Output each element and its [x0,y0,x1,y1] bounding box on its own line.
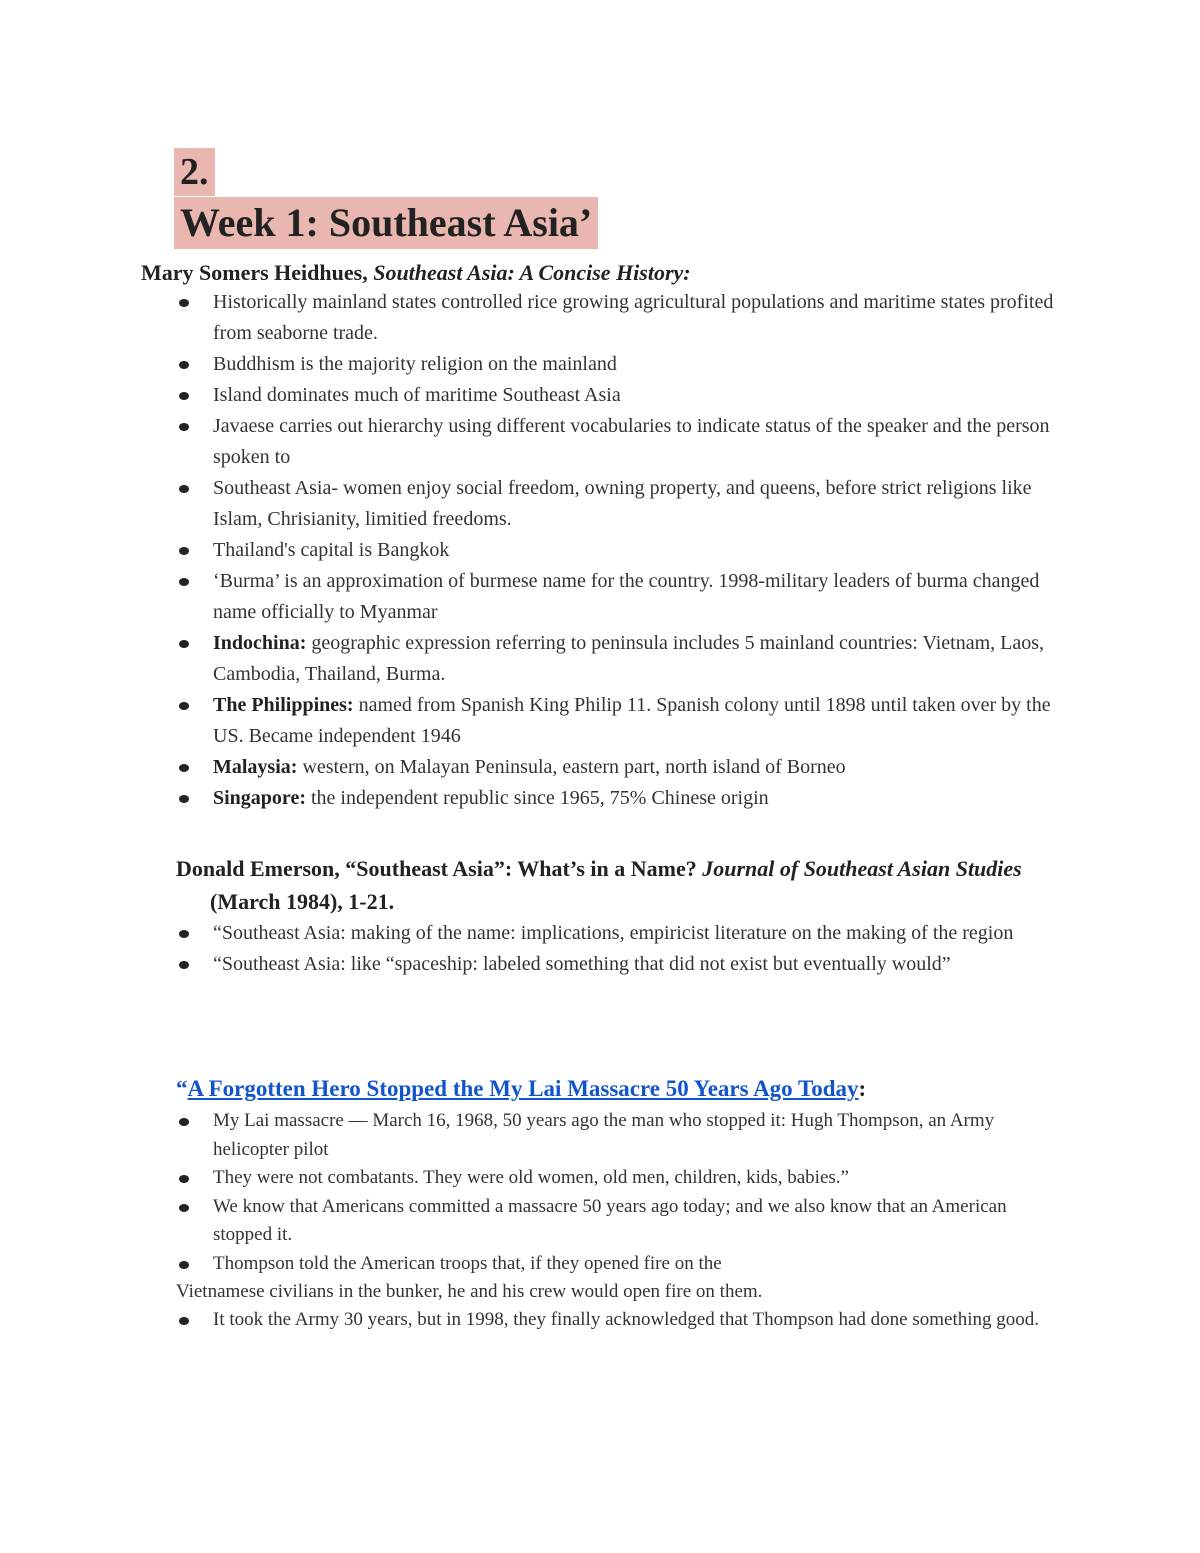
list-item: They were not combatants. They were old women, old men, children, kids, babies.” [176,1164,1056,1193]
term-label: Malaysia: [213,756,298,778]
continuation-text: Vietnamese civilians in the bunker, he and his crew would open fire on them. [176,1281,763,1302]
list-item: “Southeast Asia: making of the name: implications, empiricist literature on the making of the region [176,918,1056,949]
list-item: Historically mainland states controlled rice growing agricultural populations and maritime states profited from seaborne trade. [176,287,1076,349]
list-item: Indochina: geographic expression referring to peninsula includes 5 mainland countries: Vietnam, Laos, Cambodia, Thailand, Burma. [176,628,1076,690]
list-item: The Philippines: named from Spanish King Philip 11. Spanish colony until 1898 until taken over by the US. Became independent 1946 [176,690,1076,752]
list-item: Southeast Asia- women enjoy social freedom, owning property, and queens, before strict religions like Islam, Chrisianity, limitied freedoms. [176,473,1076,535]
article-heading: “A Forgotten Hero Stopped the My Lai Massacre 50 Years Ago Today: [176,1076,867,1101]
term-label: Singapore: [213,787,306,809]
list-item: It took the Army 30 years, but in 1998, they finally acknowledged that Thompson had done something good. [176,1306,1056,1335]
source-heading-heidhues: Mary Somers Heidhues, Southeast Asia: A Concise History: [141,260,691,285]
my-lai-notes-list-continued [176,1306,1056,1335]
list-item: ‘Burma’ is an approximation of burmese name for the country. 1998-military leaders of burma changed name officially to Myanmar [176,566,1076,628]
list-item: Buddhism is the majority religion on the mainland [176,349,1076,380]
list-item: Thompson told the American troops that, if they opened fire on the [176,1250,1056,1279]
list-item: Thailand's capital is Bangkok [176,535,1076,566]
emerson-notes-list [176,918,1056,980]
list-item: We know that Americans committed a massacre 50 years ago today; and we also know that an American stopped it. [176,1193,1056,1250]
list-item: “Southeast Asia: like “spaceship: labeled something that did not exist but eventually would” [176,949,1056,980]
source-heading-emerson: Donald Emerson, “Southeast Asia”: What’s in a Name? Journal of Southeast Asian Studies (March 1984), 1-21. [176,856,1022,914]
page-title: Week 1: Southeast Asia’ [174,197,598,249]
heidhues-notes-list [176,287,1076,814]
article-link[interactable]: A Forgotten Hero Stopped the My Lai Massacre 50 Years Ago Today [187,1076,859,1101]
my-lai-notes-list [176,1107,1056,1278]
list-item: Singapore: the independent republic since 1965, 75% Chinese origin [176,783,1076,814]
list-item: My Lai massacre — March 16, 1968, 50 years ago the man who stopped it: Hugh Thompson, an Army helicopter pilot [176,1107,1056,1164]
term-label: The Philippines: [213,694,354,716]
section-number: 2. [174,148,215,196]
term-label: Indochina: [213,632,307,654]
list-item: Malaysia: western, on Malayan Peninsula, eastern part, north island of Borneo [176,752,1076,783]
list-item: Island dominates much of maritime Southeast Asia [176,380,1076,411]
list-item: Javaese carries out hierarchy using different vocabularies to indicate status of the speaker and the person spoken to [176,411,1076,473]
